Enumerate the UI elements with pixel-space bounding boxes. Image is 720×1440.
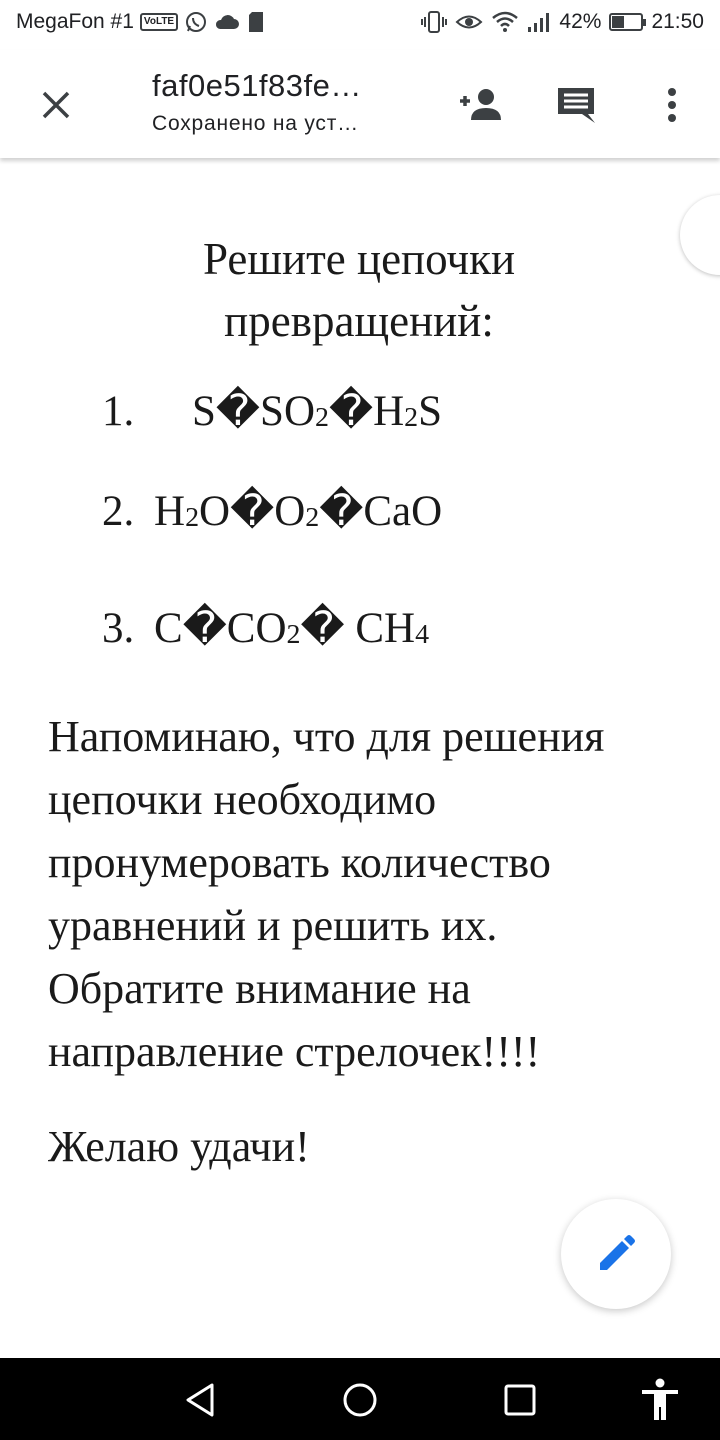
signal-icon (527, 11, 551, 33)
volte-icon: VoLTE (140, 13, 178, 31)
whatsapp-icon (184, 10, 208, 34)
chain-number: 3. (102, 605, 135, 652)
edit-icon (596, 1234, 636, 1274)
more-vert-icon (666, 87, 678, 123)
cloud-icon (214, 12, 240, 32)
paragraph-line: направление стрелочек!!!! (48, 1027, 541, 1076)
instructions-paragraph (48, 705, 688, 1083)
close-button[interactable] (28, 77, 84, 133)
accessibility-icon (640, 1378, 680, 1422)
back-icon (183, 1382, 217, 1418)
sd-card-icon (246, 10, 266, 34)
vibrate-icon (421, 10, 447, 34)
heading-line-1: Решите цепочки (202, 234, 516, 284)
recents-icon (504, 1384, 536, 1416)
back-button[interactable] (176, 1376, 224, 1424)
battery-icon (609, 13, 643, 31)
heading-line-2: превращений: (224, 296, 494, 346)
save-status: Сохранено на уст… (152, 112, 359, 135)
chain-number: 1. (102, 388, 135, 435)
chain-formula: $C�CO_2�$ $CH_4$ (154, 605, 430, 652)
clock: 21:50 (651, 10, 704, 33)
recents-button[interactable] (496, 1376, 544, 1424)
chain-formula: $S�SO_2�H_2S$ (192, 388, 443, 435)
document-title: faf0e51f83fe… (152, 68, 362, 103)
chain-number: 2. (102, 488, 135, 535)
paragraph-line: уравнений и решить их. (48, 901, 498, 950)
title-block (152, 68, 412, 136)
home-icon (342, 1382, 378, 1418)
comments-button[interactable] (548, 77, 604, 133)
paragraph-line: пронумеровать количество (48, 838, 551, 887)
carrier-name: MegaFon #1 (16, 10, 134, 33)
document-body (0, 158, 720, 1358)
more-options-button[interactable] (644, 77, 700, 133)
eye-icon (455, 11, 483, 33)
status-left (16, 10, 266, 34)
paragraph-line: цепочки необходимо (48, 775, 437, 824)
accessibility-button[interactable] (636, 1376, 684, 1424)
document-heading (0, 228, 718, 352)
close-icon (41, 90, 71, 120)
battery-fill (612, 16, 624, 28)
status-right (421, 10, 704, 34)
add-person-icon (456, 87, 504, 123)
chain-item-1 (102, 386, 442, 436)
closing-line: Желаю удачи! (48, 1122, 310, 1171)
chain-formula: $H_2O�O_2�CaO$ (154, 488, 443, 535)
paragraph-line: Напоминаю, что для решения (48, 712, 605, 761)
home-button[interactable] (336, 1376, 384, 1424)
share-button[interactable] (452, 77, 508, 133)
wifi-icon (491, 11, 519, 33)
app-bar (0, 50, 720, 158)
status-bar (0, 0, 720, 50)
chain-item-3 (102, 603, 429, 653)
edit-button[interactable] (561, 1199, 671, 1309)
battery-percent: 42% (559, 10, 602, 33)
navigation-bar (0, 1358, 720, 1440)
comment-icon (555, 85, 597, 125)
chain-item-2 (102, 486, 442, 536)
paragraph-line: Обратите внимание на (48, 964, 471, 1013)
